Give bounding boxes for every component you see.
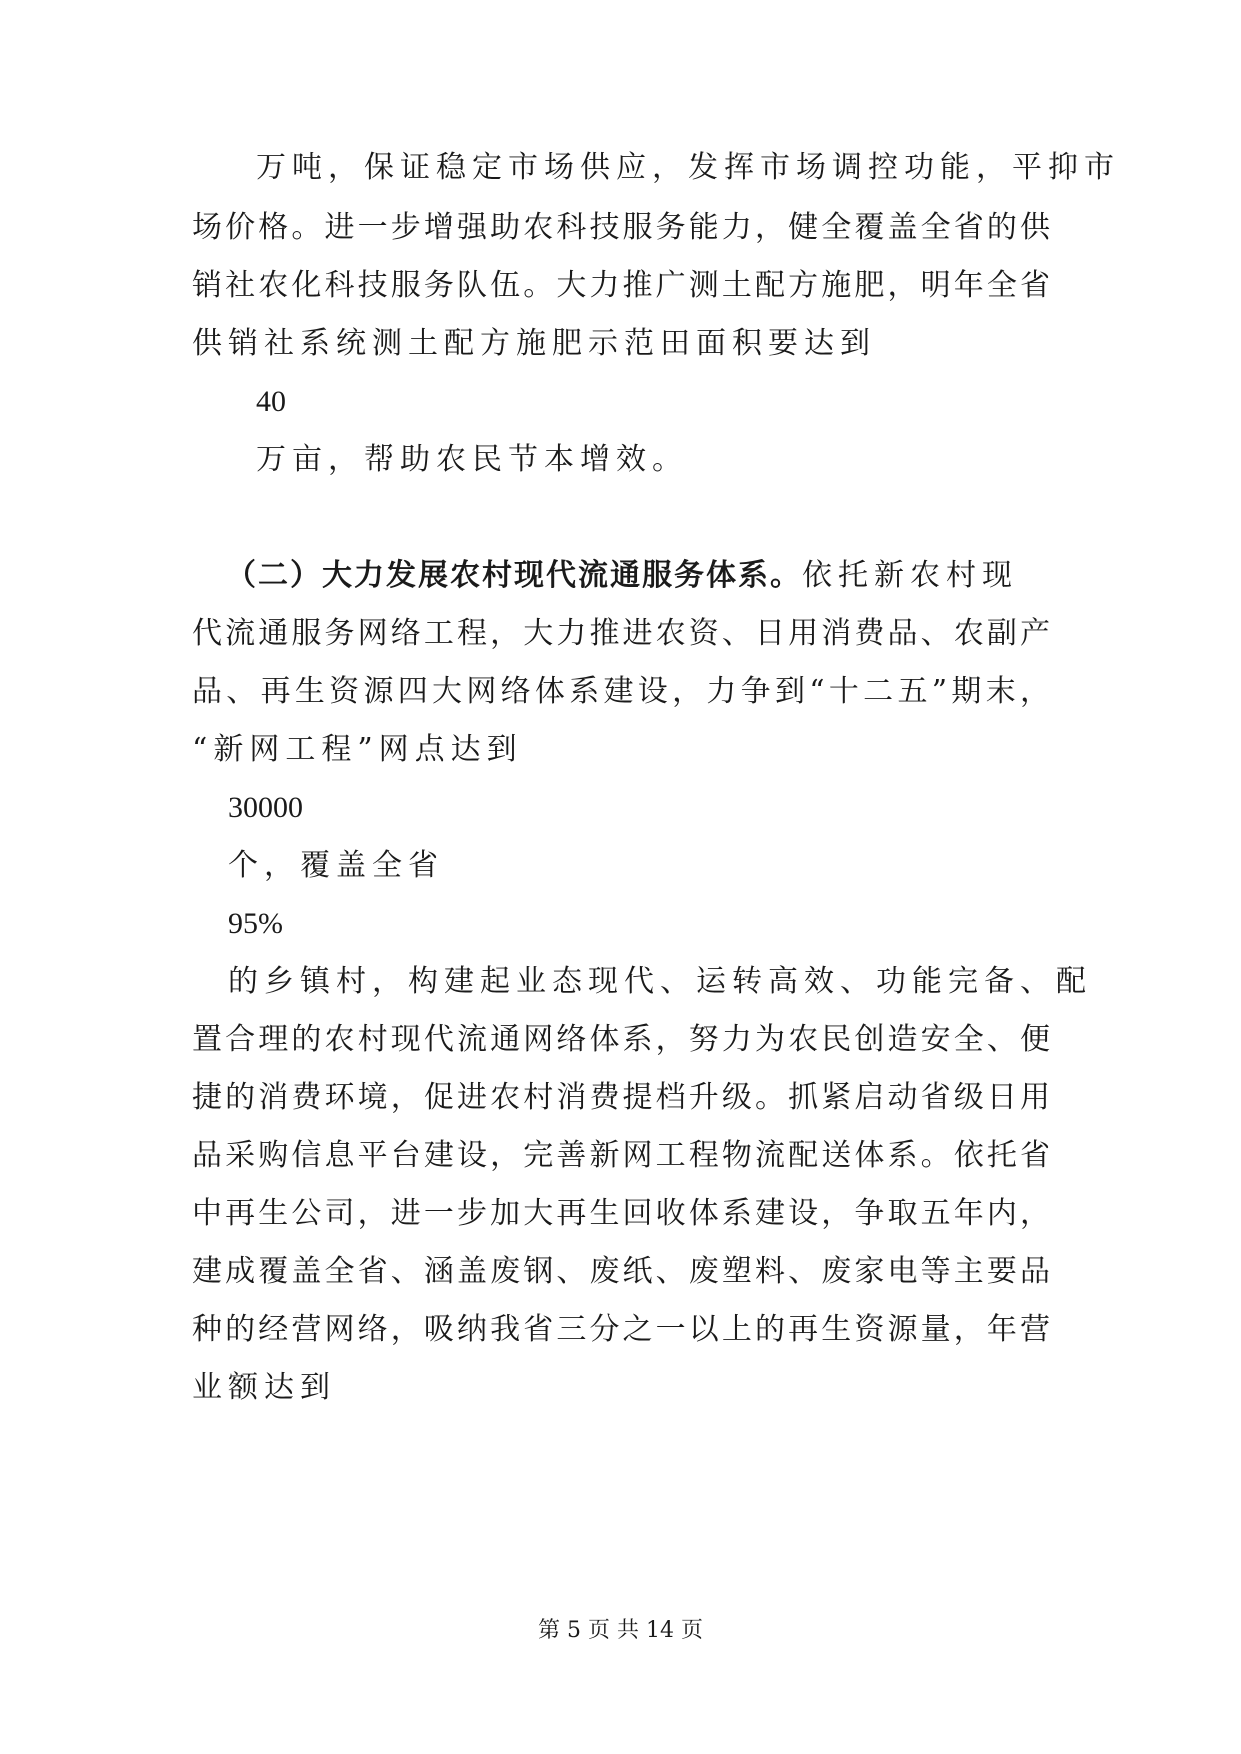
- text-line: 业额达到: [192, 1370, 336, 1405]
- text-line: 品采购信息平台建设，完善新网工程物流配送体系。依托省: [192, 1138, 1050, 1173]
- text-line: 的乡镇村，构建起业态现代、运转高效、功能完备、配: [228, 964, 1092, 999]
- text-line-content: 万吨，保证稳定市场供应，发挥市场调控功能，平抑市: [256, 150, 1120, 185]
- text-line: 捷的消费环境，促进农村消费提档升级。抓紧启动省级日用: [192, 1080, 1050, 1115]
- text-line: [256, 148, 1120, 188]
- text-line: 品、再生资源四大网络体系建设，力争到“十二五”期末，: [192, 674, 1050, 709]
- number-text: 95%: [228, 907, 283, 940]
- text-line: 置合理的农村现代流通网络体系，努力为农民创造安全、便: [192, 1022, 1050, 1057]
- text-line: 场价格。进一步增强助农科技服务能力，健全覆盖全省的供: [192, 210, 1050, 245]
- text-line: 供销社系统测土配方施肥示范田面积要达到: [192, 326, 876, 361]
- text-line: “新网工程”网点达到: [192, 732, 523, 767]
- text-line-content: 依托新农村现: [802, 558, 1018, 593]
- text-line: 中再生公司，进一步加大再生回收体系建设，争取五年内，: [192, 1196, 1050, 1231]
- text-line: 万亩，帮助农民节本增效。: [256, 442, 688, 477]
- text-line: [226, 556, 1018, 596]
- number-text: 40: [256, 385, 286, 418]
- number-text: 30000: [228, 791, 303, 824]
- page-number-footer: 第 5 页 共 14 页: [538, 1618, 703, 1643]
- text-line: 种的经营网络，吸纳我省三分之一以上的再生资源量，年营: [192, 1312, 1050, 1347]
- text-line: 个，覆盖全省: [228, 848, 444, 883]
- section-heading: （二）大力发展农村现代流通服务体系。: [226, 558, 802, 593]
- text-line: 代流通服务网络工程，大力推进农资、日用消费品、农副产: [192, 616, 1050, 651]
- text-line: 销社农化科技服务队伍。大力推广测土配方施肥，明年全省: [192, 268, 1050, 303]
- text-line: 建成覆盖全省、涵盖废钢、废纸、废塑料、废家电等主要品: [192, 1254, 1050, 1289]
